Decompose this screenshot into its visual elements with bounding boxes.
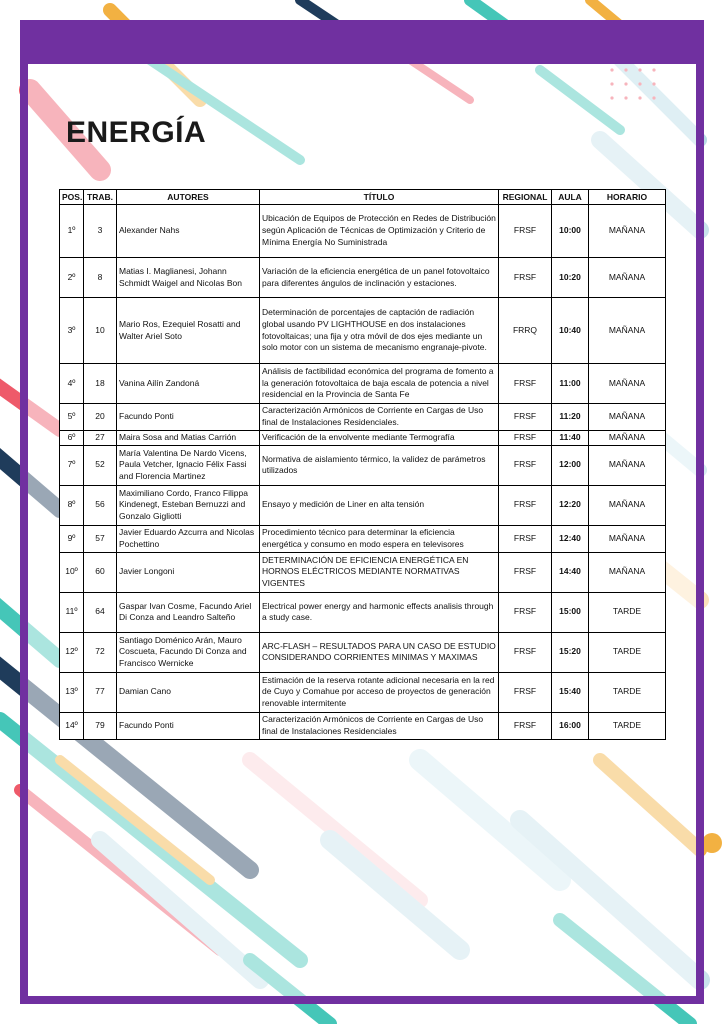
- cell-horario: MAÑANA: [589, 298, 666, 364]
- cell-pos: 8º: [60, 485, 84, 525]
- table-row: [60, 592, 666, 632]
- cell-autores: Vanina Ailín Zandoná: [117, 364, 260, 404]
- header-autores: AUTORES: [117, 190, 260, 205]
- table-row: [60, 404, 666, 431]
- cell-regional: FRSF: [499, 525, 552, 552]
- cell-trab: 8: [84, 258, 117, 298]
- cell-autores: Maira Sosa and Matias Carrión: [117, 431, 260, 446]
- cell-titulo: Electrical power energy and harmonic effects analisis through a study case.: [260, 592, 499, 632]
- table-header-row: [60, 190, 666, 205]
- cell-autores: Santiago Doménico Arán, Mauro Coscueta, Facundo Di Conza and Francisco Wernicke: [117, 632, 260, 672]
- cell-titulo: Estimación de la reserva rotante adicional necesaria en la red de Cuyo y Comahue por acceso de proyectos de generación renovable intermitente: [260, 672, 499, 712]
- cell-autores: Alexander Nahs: [117, 205, 260, 258]
- table-row: [60, 445, 666, 485]
- table-row: [60, 364, 666, 404]
- cell-pos: 7º: [60, 445, 84, 485]
- cell-horario: MAÑANA: [589, 525, 666, 552]
- cell-horario: MAÑANA: [589, 205, 666, 258]
- cell-autores: Facundo Ponti: [117, 712, 260, 739]
- cell-pos: 11º: [60, 592, 84, 632]
- table-row: [60, 525, 666, 552]
- cell-regional: FRSF: [499, 552, 552, 592]
- cell-horario: MAÑANA: [589, 431, 666, 446]
- cell-regional: FRSF: [499, 485, 552, 525]
- cell-horario: TARDE: [589, 712, 666, 739]
- cell-titulo: Ensayo y medición de Liner en alta tensión: [260, 485, 499, 525]
- table-row: [60, 431, 666, 446]
- cell-pos: 13º: [60, 672, 84, 712]
- header-trab: TRAB.: [84, 190, 117, 205]
- cell-horario: MAÑANA: [589, 364, 666, 404]
- schedule-table: [59, 189, 666, 740]
- cell-regional: FRSF: [499, 592, 552, 632]
- page-title: ENERGÍA: [66, 116, 207, 149]
- cell-regional: FRSF: [499, 431, 552, 446]
- cell-pos: 5º: [60, 404, 84, 431]
- header-regional: REGIONAL: [499, 190, 552, 205]
- cell-autores: Mario Ros, Ezequiel Rosatti and Walter Ariel Soto: [117, 298, 260, 364]
- cell-autores: Matias I. Maglianesi, Johann Schmidt Waigel and Nicolas Bon: [117, 258, 260, 298]
- cell-pos: 3º: [60, 298, 84, 364]
- cell-horario: MAÑANA: [589, 552, 666, 592]
- cell-aula: 10:40: [552, 298, 589, 364]
- table-row: [60, 552, 666, 592]
- cell-horario: MAÑANA: [589, 445, 666, 485]
- cell-trab: 10: [84, 298, 117, 364]
- cell-aula: 11:00: [552, 364, 589, 404]
- header-aula: AULA: [552, 190, 589, 205]
- table-row: [60, 258, 666, 298]
- cell-trab: 77: [84, 672, 117, 712]
- table-row: [60, 632, 666, 672]
- cell-regional: FRSF: [499, 445, 552, 485]
- cell-regional: FRSF: [499, 712, 552, 739]
- cell-horario: MAÑANA: [589, 258, 666, 298]
- cell-pos: 12º: [60, 632, 84, 672]
- cell-trab: 57: [84, 525, 117, 552]
- cell-autores: Damian Cano: [117, 672, 260, 712]
- cell-titulo: Caracterización Armónicos de Corriente en Cargas de Uso final de Instalaciones Residenciales.: [260, 404, 499, 431]
- cell-pos: 14º: [60, 712, 84, 739]
- cell-trab: 18: [84, 364, 117, 404]
- cell-autores: Facundo Ponti: [117, 404, 260, 431]
- cell-aula: 15:40: [552, 672, 589, 712]
- cell-titulo: Determinación de porcentajes de captación de radiación global usando PV LIGHTHOUSE en dos instalaciones fotovoltaicas; una fija y otra móvil de dos ejes mediante un solo motor con un sistema de mecanismo engranaje-pivote.: [260, 298, 499, 364]
- cell-titulo: Ubicación de Equipos de Protección en Redes de Distribución según Aplicación de Técnicas de Optimización y Criterio de Mínima Energía No Suministrada: [260, 205, 499, 258]
- cell-aula: 12:40: [552, 525, 589, 552]
- cell-aula: 14:40: [552, 552, 589, 592]
- cell-trab: 72: [84, 632, 117, 672]
- cell-titulo: Verificación de la envolvente mediante Termografía: [260, 431, 499, 446]
- table-row: [60, 205, 666, 258]
- cell-regional: FRSF: [499, 632, 552, 672]
- cell-regional: FRSF: [499, 404, 552, 431]
- cell-pos: 6º: [60, 431, 84, 446]
- cell-regional: FRSF: [499, 258, 552, 298]
- table-row: [60, 298, 666, 364]
- cell-aula: 11:40: [552, 431, 589, 446]
- cell-trab: 27: [84, 431, 117, 446]
- cell-pos: 1º: [60, 205, 84, 258]
- cell-horario: TARDE: [589, 672, 666, 712]
- cell-regional: FRRQ: [499, 298, 552, 364]
- cell-trab: 56: [84, 485, 117, 525]
- cell-pos: 9º: [60, 525, 84, 552]
- cell-trab: 52: [84, 445, 117, 485]
- cell-titulo: Variación de la eficiencia energética de un panel fotovoltaico para diferentes ángulos de inclinación y estaciones.: [260, 258, 499, 298]
- cell-aula: 15:20: [552, 632, 589, 672]
- cell-titulo: DETERMINACIÓN DE EFICIENCIA ENERGÉTICA EN HORNOS ELÉCTRICOS MEDIANTE NORMATIVAS VIGENTES: [260, 552, 499, 592]
- cell-autores: Javier Eduardo Azcurra and Nicolas Pochettino: [117, 525, 260, 552]
- cell-horario: MAÑANA: [589, 404, 666, 431]
- header-titulo: TÍTULO: [260, 190, 499, 205]
- cell-aula: 12:20: [552, 485, 589, 525]
- cell-regional: FRSF: [499, 205, 552, 258]
- cell-aula: 12:00: [552, 445, 589, 485]
- cell-titulo: Procedimiento técnico para determinar la eficiencia energética y consumo en modo espera en televisores: [260, 525, 499, 552]
- cell-regional: FRSF: [499, 672, 552, 712]
- cell-titulo: ARC-FLASH – RESULTADOS PARA UN CASO DE ESTUDIO CONSIDERANDO CORRIENTES MINIMAS Y MAXIMAS: [260, 632, 499, 672]
- header-horario: HORARIO: [589, 190, 666, 205]
- cell-horario: TARDE: [589, 632, 666, 672]
- cell-trab: 79: [84, 712, 117, 739]
- cell-titulo: Análisis de factibilidad económica del programa de fomento a la generación fotovoltaica de baja escala de potencia a nivel residencial en la Provincia de Santa Fe: [260, 364, 499, 404]
- cell-aula: 16:00: [552, 712, 589, 739]
- table-row: [60, 672, 666, 712]
- cell-aula: 10:00: [552, 205, 589, 258]
- cell-trab: 20: [84, 404, 117, 431]
- cell-aula: 15:00: [552, 592, 589, 632]
- cell-aula: 10:20: [552, 258, 589, 298]
- cell-pos: 2º: [60, 258, 84, 298]
- table-row: [60, 485, 666, 525]
- cell-aula: 11:20: [552, 404, 589, 431]
- cell-autores: María Valentina De Nardo Vicens, Paula Vetcher, Ignacio Félix Fassi and Florencia Martinez: [117, 445, 260, 485]
- header-pos: POS.: [60, 190, 84, 205]
- cell-regional: FRSF: [499, 364, 552, 404]
- cell-trab: 3: [84, 205, 117, 258]
- cell-autores: Maximiliano Cordo, Franco Filippa Kindenegt, Esteban Bernuzzi and Gonzalo Gigliotti: [117, 485, 260, 525]
- cell-pos: 10º: [60, 552, 84, 592]
- cell-pos: 4º: [60, 364, 84, 404]
- cell-autores: Javier Longoni: [117, 552, 260, 592]
- table-row: [60, 712, 666, 739]
- cell-trab: 64: [84, 592, 117, 632]
- cell-horario: TARDE: [589, 592, 666, 632]
- cell-horario: MAÑANA: [589, 485, 666, 525]
- cell-titulo: Caracterización Armónicos de Corriente en Cargas de Uso final de Instalaciones Residenciales: [260, 712, 499, 739]
- cell-trab: 60: [84, 552, 117, 592]
- cell-autores: Gaspar Ivan Cosme, Facundo Ariel Di Conza and Leandro Salteño: [117, 592, 260, 632]
- cell-titulo: Normativa de aislamiento térmico, la validez de parámetros utilizados: [260, 445, 499, 485]
